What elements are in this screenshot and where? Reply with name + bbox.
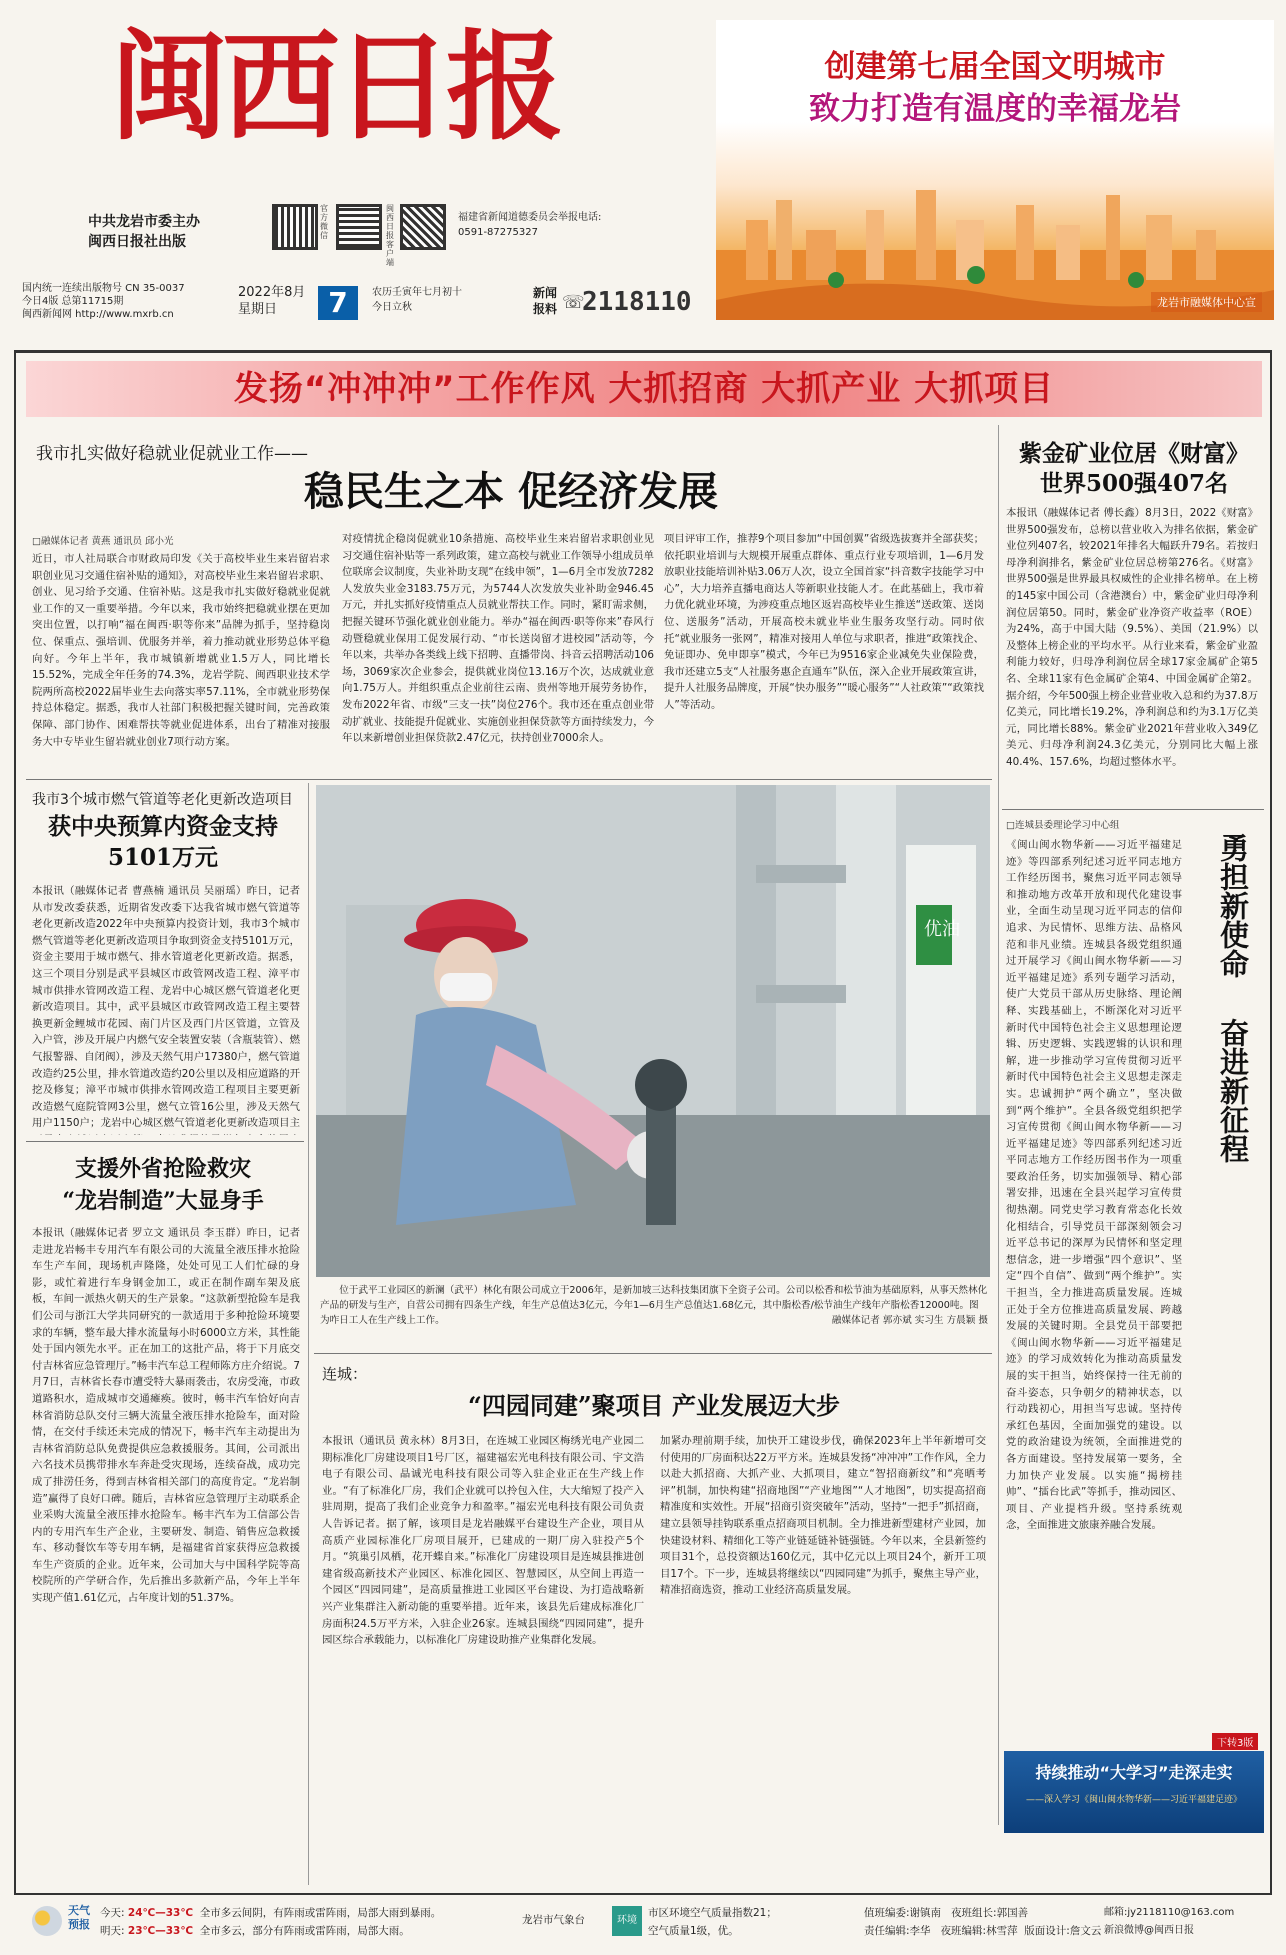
photo-caption-text: 位于武平工业园区的新澜（武平）林化有限公司成立于2006年，是新加坡三达科技集团旗下全资子公司。公司以松香和松节油为基础原料，从事天然林化产品的研发与生产，自营公司拥有四条生产线，年生产总值达3亿元，今年1—6月生产总值达1.68亿元，其中脂松香/松节油生产线年产脂松香12000吨。图为咋日工人在生产线上工作。 (320, 1285, 988, 1326)
photo-credit: 融媒体记者 郭亦斌 实习生 方晨颖 摄 (831, 1315, 988, 1326)
qr-code-icon (272, 204, 318, 250)
divider (998, 425, 999, 1825)
zijin-headline-line: 世界500强407名 (1039, 470, 1229, 497)
tomorrow-temp: 23℃—33℃ (127, 1925, 194, 1937)
issue-info-line: 今日4版 总第11715期 (22, 296, 124, 307)
tank-label: 优油 (924, 919, 960, 940)
lunar-line: 今日立秋 (372, 302, 412, 313)
weekday: 星期日 (238, 302, 278, 317)
slogan-banner (26, 361, 1262, 417)
day-badge: 7 (318, 286, 358, 320)
air-quality-line: 空气质量1级，优。 (648, 1925, 739, 1937)
weather-cloud-icon (32, 1906, 62, 1936)
banner-credit: 龙岩市融媒体中心宣 (1151, 292, 1262, 312)
issue-info-line: 闽西新闻网 http://www.mxrb.cn (22, 309, 174, 320)
environment-icon: 环境 (612, 1906, 642, 1936)
tomorrow-desc: 全市多云，部分有阵雨或雷阵雨，局部大雨。 (199, 1925, 410, 1937)
news-tip-number: 2118110 (582, 287, 692, 317)
news-label: 报料 (533, 302, 558, 316)
divider (26, 779, 992, 780)
lead-byline: □融媒体记者 黄燕 通讯员 邱小光 (32, 536, 174, 547)
air-quality (648, 1904, 777, 1940)
gas-kicker: 我市3个城市燃气管道等老化更新改造项目 (32, 792, 293, 808)
contact (1104, 1904, 1234, 1940)
lead-column-3: 项目评审工作，推荐9个项目参加“中国创翼”省级选拔赛并全部获奖；依托职业培训与大规模开展重点群体、重点行业专项培训，1—6月发放职业技能培训补贴3.06万人次，设立全国首家“抖音数字技能学习中心”，大力培养直播电商达人等新职业技能人才。在此基础上，我市着力优化就业环境，为涉疫重点地区返岩高校毕业生推送“送政策、送岗位、送服务”活动，开展高校未就业毕业生服务攻坚行动。同时依托“就业服务一张网”，精准对接用人单位与求职者，推进“政策找企、免证即办、免申即享”模式，今年已为9516家企业减免失业保险费，我市还建立5支“人社服务惠企直通车”队伍，深入企业开展政策宣讲，提升人社服务品牌度，开展“快办服务”“暖心服务”“人社政策”“政策找人”等活动。 (664, 533, 984, 711)
zijin-headline (1004, 439, 1264, 499)
feature-text: 《闽山闽水物华新——习近平福建足迹》等四部系列纪述习近平同志地方工作经历图书，聚焦习近平同志领导和推动地方改革开放和现代化建设事业，全面生动呈现习近平同志的信仰追求、为民情怀、思维方法、品格风范和非凡业绩。连城县各级党组织通过开展学习《闽山闽水物华新——习近平福建足迹》系列专题学习活动，使广大党员干部从历史脉络、理论阐释、实践基础上，不断深化对习近平新时代中国特色社会主义思想理论逻辑、历史逻辑、实践逻辑的认识和理解，进一步推动学习宣传贯彻习近平新时代中国特色社会主义思想走深走实。忠诚拥护“两个确立”，坚决做到“两个维护”。全县各级党组织把学习宣传贯彻《闽山闽水物华新——习近平福建足迹》等四部系列纪述习近平同志地方工作经历图书作为一项重要政治任务，切实加强领导、精心部署安排，迅速在全县兴起学习宣传贯彻热潮。同党史学习教育常态化长效化相结合，引导党员干部深刻领会习近平总书记的深厚为民情怀和坚定理想信念，进一步增强“四个意识”、坚定“四个自信”、做到“两个维护”。实干担当，全力推进高质量发展。连城正处于全方位推进高质量发展、跨越发展的关键时期。全县党员干部要把《闽山闽水物华新——习近平福建足迹》的学习成效转化为推动高质量发展的实干担当，始终保持一往无前的奋斗姿态，只争朝夕的精神状态，以行动践初心，用担当写忠诚。坚持传承红色基因，全面加强党的建设。以党的政治建设为统领，全面推进党的各方面建设。坚持发展第一要务，全力加快产业发展。以实施“揭榜挂帅”、“擂台比武”等抓手，推动园区、项目、产业提档升级。坚持系统观念，全面推进文旅康养融合发展。 (1006, 839, 1182, 1532)
contact-email[interactable]: 邮箱:jy2118110@163.com (1104, 1907, 1235, 1918)
editor: 夜班组长:郭国善 (951, 1907, 1029, 1919)
editors (864, 1904, 1101, 1940)
liancheng-column-2: 加紧办理前期手续，加快开工建设步伐，确保2023年上半年新增可交付使用的厂房面积达22万平方米。连城县发扬“冲冲冲”工作作风，全力以赴大抓招商、大抓产业、大抓项目，建立“智招商新纹”和“亮晒考评”机制，加快构建“招商地图”“产业地图”“人才地图”，切实提高招商精准度和实效性。开展“招商引资突破年”活动，坚持“一把手”抓招商，建立县领导挂钩联系重点招商项目机制。全力推进新型建材产业园，加快建设材料、精细化工等产业链延链补链强链。今年以来，全县新签约项目31个，总投资额达160亿元，其中亿元以上项目24个，新开工项目17个。下一步，连城县将继续以“四园同建”为抓手，聚焦主导产业，精准招商选资，推动工业经济高质量发展。 (660, 1435, 986, 1597)
factory-photo (316, 785, 990, 1277)
issue-date (238, 284, 305, 318)
liancheng-headline: “四园同建”聚项目 产业发展迈大步 (468, 1391, 840, 1420)
liancheng-column-1: 本报讯（通讯员 黄永林）8月3日，在连城工业园区梅绣光电产业园二期标准化厂房建设项目1号厂区，福建福宏光电科技有限公司、宇文浩电子有限公司、晶诚光电科技有限公司等入驻企业正在生产线上作业。“有了标准化厂房，我们企业就可以拎包入住，大大缩短了投产入驻周期，提高了我们企业竞争力和盈率。”福宏光电科技有限公司负责人告诉记者。据了解，该项目是龙岩融媒平台建设生产企业，项目从高质产业园标准化厂房项目展开，已建成的一期厂房入驻投产5个月。“筑巢引凤栖，花开蝶自来。”标准化厂房建设项目是连城县推进创建省级高新技术产业园区、标准化园区、智慧园区，从空间上再造一个园区“四园同建”，是高质量推进工业园区平台建设、为打造战略新兴产业集群注入新动能的重要举措。近年来，该县先后建成标准化厂房面积24.5万平方米，入驻企业26家。连城县围绕“四园同建”，提升园区综合承载能力，以标准化厂房建设助推产业集群化发展。 (322, 1435, 644, 1647)
feature-title-1: 勇担新使命 (1216, 833, 1250, 978)
lunar-date (372, 285, 462, 315)
feature-byline: □连城县委理论学习中心组 (1006, 820, 1120, 831)
divider (314, 1353, 992, 1354)
today-temp: 24℃—33℃ (127, 1907, 194, 1919)
divider (1002, 809, 1264, 810)
lead-column-1: 近日，市人社局联合市财政局印发《关于高校毕业生来岩留岩求职创业见习交通住宿补贴的通知》，对高校毕业生来岩留岩求职、创业、见习给予交通、住宿补贴。这是我市扎实做好稳就业促就业工作的又一重要举措。今年以来，我市始终把稳就业摆在更加突出位置，以打响“福在闽西·职等你来”品牌为抓手，坚持稳岗位、保重点、强培训、优服务并举，着力推动就业形势总体平稳向好。今年上半年，我市城镇新增就业1.5万人，同比增长15.52%，完成全年任务的74.3%，龙岩学院、闽西职业技术学院两所高校2022届毕业生去向落实率57.11%，全市就业形势保持总体稳定。据悉，我市人社部门积极把握关键时间，完善政策保障、部门协作、困难帮扶等就业促进体系，出台了精准对接服务大中专毕业生留岩就业创业7项行动方案。 (32, 553, 330, 748)
editor: 责任编辑:李华 (864, 1925, 931, 1937)
qr-label-2: 闽西日报客户端 (386, 204, 394, 267)
lead-kicker: 我市扎实做好稳就业促就业工作—— (36, 444, 308, 464)
news-label: 新闻 (533, 286, 558, 300)
photo-caption (320, 1283, 988, 1347)
publisher-line-1: 中共龙岩市委主办 (88, 214, 200, 230)
feature-text-continued (1188, 1303, 1262, 1727)
hotline (458, 210, 601, 240)
hotline-label: 福建省新闻道德委员会举报电话: (458, 212, 602, 223)
masthead (0, 0, 1286, 345)
promo-box (1004, 1751, 1264, 1833)
promo-title: 持续推动“大学习”走深走实 (1035, 1763, 1233, 1782)
slogan-text: 发扬“冲冲冲”工作作风 大抓招商 大抓产业 大抓项目 (233, 369, 1055, 409)
civic-banner (716, 20, 1274, 320)
today-label: 今天: (100, 1907, 125, 1919)
factory-worker-illustration (316, 785, 990, 1277)
zijin-text: 本报讯（融媒体记者 傅长鑫）8月3日，2022《财富》世界500强发布，总榜以营业收入为排名依据，紫金矿业位列407名，较2021年排名大幅跃升79名。若按归母净利润排名，紫金矿业位居总榜第276名。《财富》世界500强是世界最具权威性的企业排名榜单。在上榜的145家中国公司（含港澳台）中，紫金矿业归母净利润位居第50。同时，紫金矿业净资产收益率（ROE）为24%，高于中国大陆（9.5%）、美国（21.9%）以及整体上榜企业的平均水平。从行业来看，紫金矿业盈利能力较好，归母净利润位居全球17家金属矿企第5名、全球11家有色金属矿企第4、中国金属矿企第2。据介绍，今年500强上榜企业营业收入总和约为37.8万亿美元，同比增长19.2%，净利润总和约为3.1万亿美元，同比增长88%。紫金矿业2021年营业收入349亿美元、归母净利润24.3亿美元，分别同比大幅上涨40.4%、157.6%，均超过整体水平。 (1006, 507, 1258, 768)
divider (308, 783, 309, 1885)
publisher-line-2: 闽西日报社出版 (88, 234, 186, 250)
lunar-line: 农历壬寅年七月初十 (372, 287, 462, 298)
date-year-month: 2022年8月 (238, 285, 306, 300)
gas-text: 本报讯（融媒体记者 曹燕楠 通讯员 吴丽瑶）昨日，记者从市发改委获悉，近期省发改委下达我省城市燃气管道等老化更新改造2022年中央预算内投资计划，我市3个城市燃气管道等老化更新改造项目争取到资金支持5101万元，资金主要用于城市燃气、排水管道老化更新改造。据悉，这三个项目分别是武平县城区市政管网改造工程、漳平市城市供排水管网改造工程、龙岩中心城区燃气管道老化更新改造项目。其中，武平县城区市政管网改造工程主要替换更新金鲤城市花园、南门片区及西门片区管道，立管及入户管，涉及开展户内燃气安全装置安装（含瓶装管）、燃气报警器、自闭阀），涉及天然气用户17380户，燃气管道改造约25公里，排水管道改造约20公里以及相应道路的开挖及修复；漳平市城市供排水管网改造工程项目主要更新改造燃气庭院管网3公里，燃气立管16公里，涉及天然气用户1150户；龙岩中心城区燃气管道老化更新改造项目主 (32, 885, 300, 1130)
publisher-info (88, 212, 200, 252)
news-tip-label (533, 285, 557, 317)
rescue-headline-line: 支援外省抢险救灾 (74, 1156, 251, 1182)
banner-line-1: 创建第七届全国文明城市 (824, 49, 1166, 85)
rescue-headline (28, 1153, 298, 1217)
weather-label: 天气预报 (68, 1904, 90, 1931)
rescue-text: 本报讯（融媒体记者 罗立文 通讯员 李玉群）昨日，记者走进龙岩畅丰专用汽车有限公司的大流量全液压排水抢险车生产车间，现场机声隆隆，处处可见工人们忙碌的身影，或忙着进行车身钢金加工，或正在制作副车架及底板，车间一派热火朝天的生产景象。“这款新型抢险车是我们公司与浙江大学共同研究的一款适用于多种抢险环境要求的车辆，整车最大排水流量每小时6000立方米，其性能处于国内领先水平。正在加工的这批产品，将于下月底交付吉林省应急管理厅。”畅丰汽车总工程师陈方庄介绍说。7月7日，吉林省长春市遭受特大暴雨袭击，农房受淹，市政道路积水，造成城市交通瘫痪。彼时，畅丰汽车恰好向吉林省消防总队交付三辆大流量全液压排水抢险车，面对险情，在交付手续还未完成的情况下，畅丰汽车主动提出为吉林省消防总队免费提供应急救援服务。其间，公司派出六名技术员携带排水车奔赴受灾现场，连续奋战，成功完成了排涝任务，得到吉林省相关部门的高度肯定。“龙岩制造”赢得了良好口碑。随后，吉林省应急管理厅主动联系企业采购大流量全液压排水抢险车。畅丰汽车为工信部公告内的专用汽车生产企业，主要研发、制造、销售应急救援车、移动餐饮车等专用车辆，是福建省首家获得应急救援车生产资质的企业。近年来，公司加大与中国科学院等高校院所的产学研合作，先后推出多款新产品，今年上半年实现产值1.61亿元，占年度计划的51.37%。 (32, 1227, 300, 1605)
promo-subtitle: ——深入学习《闽山闽水物华新——习近平福建足迹》 (1025, 1795, 1242, 1805)
continued-badge: 下转3版 (1212, 1733, 1258, 1750)
phone-icon: ☏ (562, 292, 585, 313)
feature-title-2: 奋进新征程 (1216, 1018, 1250, 1164)
editor: 夜班编辑:林雪萍 (940, 1925, 1018, 1937)
footer (14, 1898, 1272, 1950)
lead-column-2: 对疫情扰企稳岗促就业10条措施、高校毕业生来岩留岩求职创业见习交通住宿补贴等一系列政策，建立高校与就业工作领导小组成员单位联席会议制度，失业补助支现“在线申领”，1—6月全市发放7282人发放失业金3183.75万元，为5744人次发放失业补助金946.45万元，并扎实抓好疫情重点人员就业帮扶工作。同时，紧盯需求侧，把握关键环节强化就业创业能力。举办“福在闽西·职等你来”春风行动暨稳就业保用工促发展行动、“市长送岗留才进校园”活动等，今年以来，共举办各类线上线下招聘、直播带岗、抖音云招聘活动106场，3069家次企业参会，提供就业岗位13.16万个次，达成就业意向1.75万人。并组织重点企业前往云南、贵州等地开展劳务协作，发布2022年省、市级“三支一扶”岗位276个。我市还在重点创业带动扩就业、技能提升促就业、实施创业担保贷款等方面持续发力，今年以来新增创业担保贷款2.47亿元，扶持创业7000余人。 (342, 533, 654, 745)
tomorrow-label: 明天: (100, 1925, 125, 1937)
liancheng-kicker: 连城： (322, 1365, 368, 1383)
newspaper-logo: 闽西日报 (110, 17, 559, 156)
weather-forecast (100, 1904, 441, 1940)
issue-info-line: 国内统一连续出版物号 CN 35-0037 (22, 283, 185, 294)
divider (26, 1141, 304, 1142)
issue-info (22, 282, 185, 321)
contact-weibo[interactable]: 新浪微博@闽西日报 (1104, 1925, 1194, 1936)
zijin-headline-line: 紫金矿业位居《财富》 (1019, 440, 1249, 467)
qr-code-icon (336, 204, 382, 250)
editor: 值班编委:谢镇南 (864, 1907, 942, 1919)
today-desc: 全市多云间阴，有阵雨或雷阵雨，局部大雨到暴雨。 (199, 1907, 442, 1919)
lead-headline: 稳民生之本 促经济发展 (304, 468, 718, 515)
feature-title (1196, 833, 1252, 1293)
qr-label-1: 官方微信 (320, 204, 328, 240)
air-quality-line: 市区环境空气质量指数21； (648, 1907, 777, 1919)
gas-headline-line: 5101万元 (107, 844, 218, 871)
weather-source: 龙岩市气象台 (522, 1914, 585, 1926)
front-page (14, 350, 1272, 1895)
hotline-number: 0591-87275327 (458, 227, 538, 238)
banner-line-2: 致力打造有温度的幸福龙岩 (809, 91, 1181, 127)
qr-code-icon (400, 204, 446, 250)
gas-headline-line: 获中央预算内资金支持 (48, 813, 278, 840)
rescue-headline-line: “龙岩制造”大显身手 (62, 1188, 264, 1214)
gas-headline (28, 811, 298, 873)
editor: 版面设计:詹文云 (1024, 1925, 1102, 1937)
